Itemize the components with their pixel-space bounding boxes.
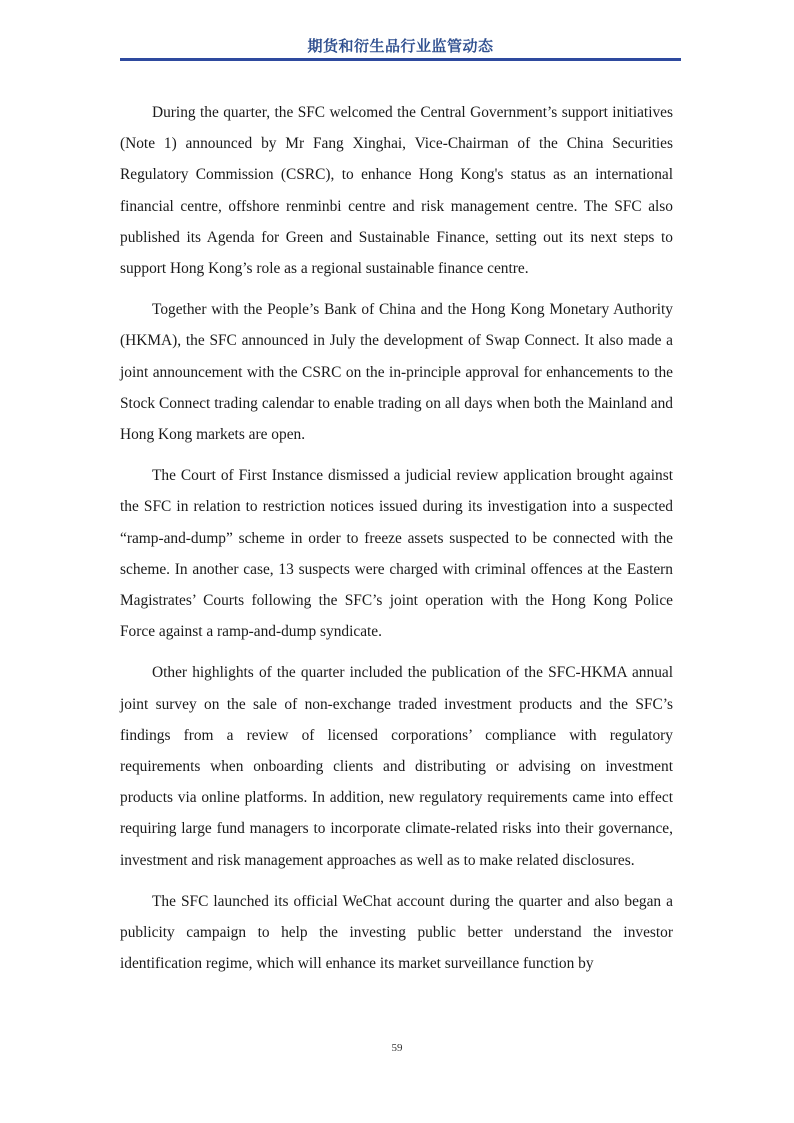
running-header-title: 期货和衍生品行业监管动态 <box>307 37 494 55</box>
paragraph-wechat-launch: The SFC launched its official WeChat account during the quarter and also began a publicity campaign to help the investing public better understand the investor identification regime, which will enhance its market surveillance function by <box>120 892 673 973</box>
body-text <box>120 97 673 989</box>
paragraph-other-highlights: Other highlights of the quarter included the publication of the SFC-HKMA annual joint survey on the sale of non-exchange traded investment products and the SFC’s findings from a review of licensed corporations’ compliance with regulatory requirements when onboarding clients and distributing or advising on investment products via online platforms. In addition, new regulatory requirements came into effect requiring large fund managers to incorporate climate-related risks into their governance, investment and risk management approaches as well as to make related disclosures. <box>120 664 673 869</box>
paragraph-support-initiatives: During the quarter, the SFC welcomed the Central Government’s support initiatives (Note 1) announced by Mr Fang Xinghai, Vice-Chairman of the China Securities Regulatory Commission (CSRC), to enhance Hong Kong's status as an international financial centre, offshore renminbi centre and risk management centre. The SFC also published its Agenda for Green and Sustainable Finance, setting out its next steps to support Hong Kong’s role as a regional sustainable finance centre. <box>120 104 673 278</box>
paragraph-swap-connect: Together with the People’s Bank of China and the Hong Kong Monetary Authority (HKMA), the SFC announced in July the development of Swap Connect. It also made a joint announcement with the CSRC on the in-principle approval for enhancements to the Stock Connect trading calendar to enable trading on all days when both the Mainland and Hong Kong markets are open. <box>120 301 673 444</box>
paragraph-judicial-review: The Court of First Instance dismissed a judicial review application brought against the SFC in relation to restriction notices issued during its investigation into a suspected “ramp-and-dump” scheme in order to freeze assets suspected to be connected with the scheme. In another case, 13 suspects were charged with criminal offences at the Eastern Magistrates’ Courts following the SFC’s joint operation with the Hong Kong Police Force against a ramp-and-dump syndicate. <box>120 467 673 641</box>
page-number: 59 <box>391 1042 403 1054</box>
header-rule <box>120 58 681 61</box>
